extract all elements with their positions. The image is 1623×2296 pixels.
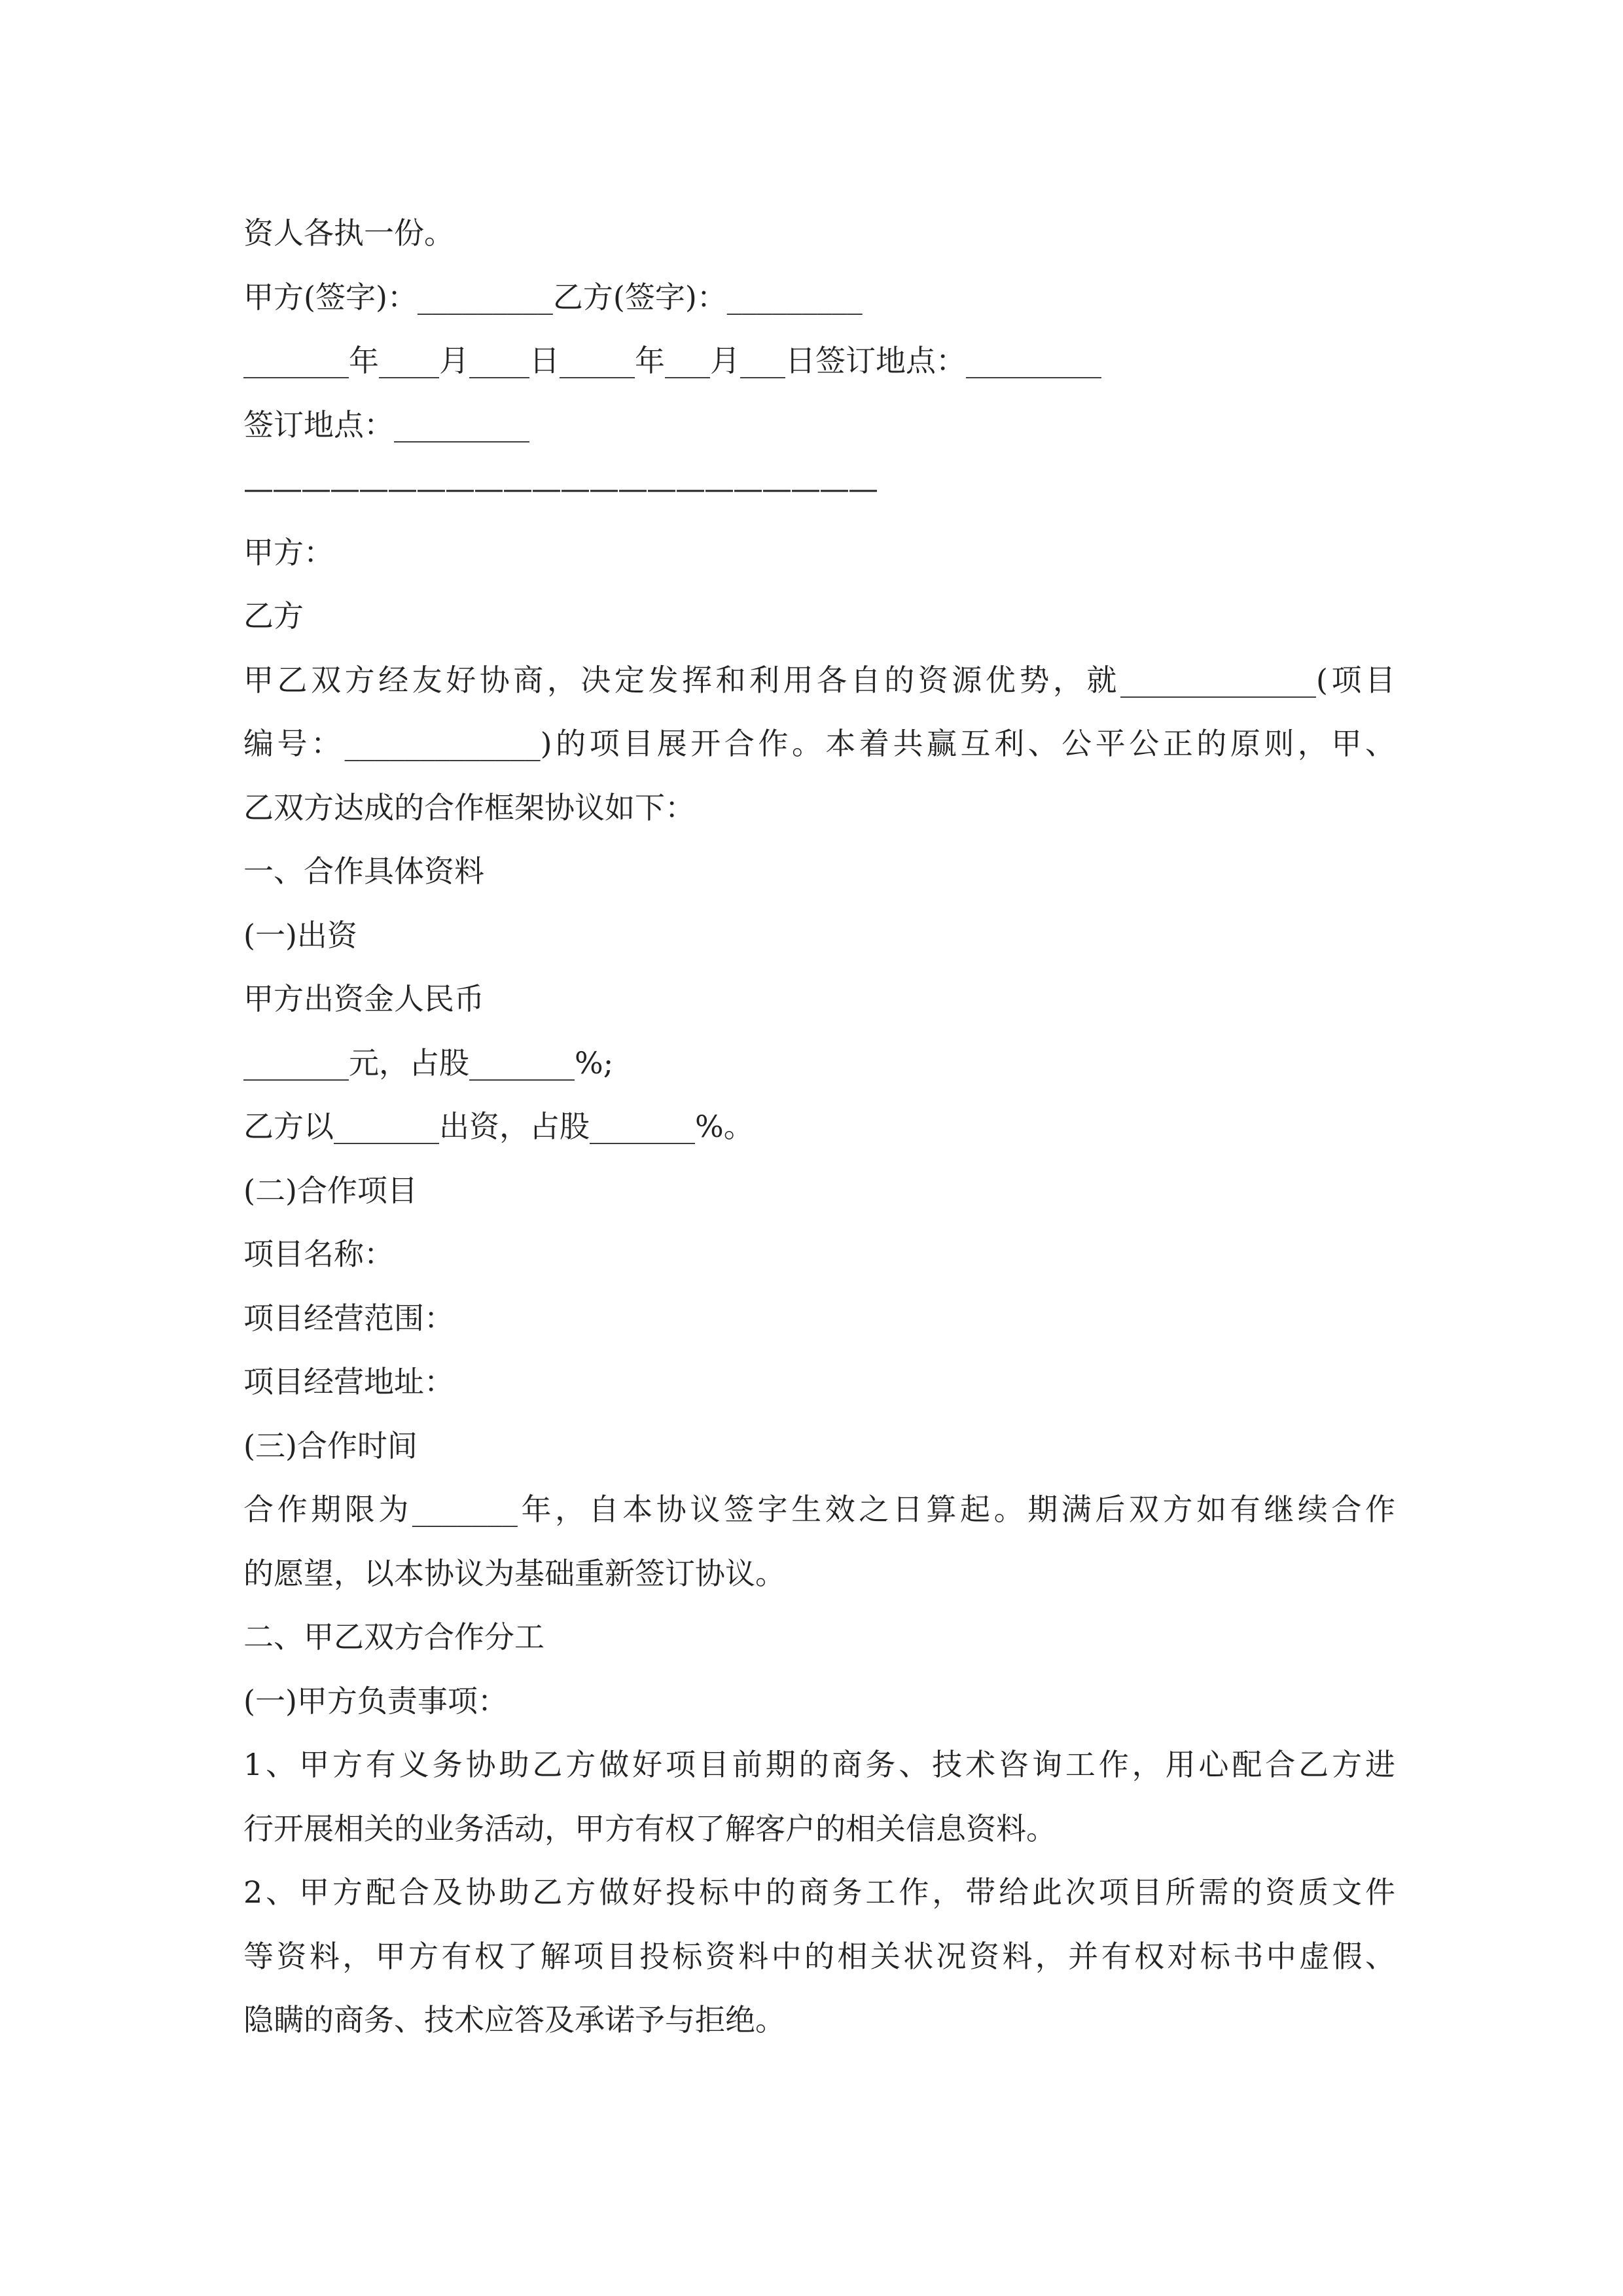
- paragraph-line: 甲乙双方经友好协商，决定发挥和利用各自的资源优势，就_____________(项目: [243, 662, 1395, 698]
- text-line: 甲方出资金人民币: [243, 981, 484, 1016]
- paragraph-line: 的愿望，以本协议为基础重新签订协议。: [243, 1555, 785, 1591]
- field-label: 项目经营范围：: [243, 1300, 454, 1336]
- separator-rule: ——————————————————————: [243, 471, 877, 506]
- paragraph-line: 乙双方达成的合作框架协议如下：: [243, 789, 695, 825]
- paragraph-line: 1、甲方有义务协助乙方做好项目前期的商务、技术咨询工作，用心配合乙方进: [243, 1747, 1395, 1782]
- paragraph-line: 隐瞒的商务、技术应答及承诺予与拒绝。: [243, 2002, 785, 2037]
- signing-place-line: 签订地点：_________: [243, 406, 529, 442]
- paragraph-line: 合作期限为_______年，自本协议签字生效之日算起。期满后双方如有继续合作: [243, 1492, 1395, 1527]
- text-line: 乙方以_______出资，占股_______%。: [243, 1109, 754, 1144]
- paragraph-line: 编号：_____________)的项目展开合作。本着共赢互利、公平公正的原则，甲、: [243, 726, 1395, 761]
- subsection-heading: (二)合作项目: [243, 1172, 418, 1208]
- signature-line: 甲方(签字)：_________乙方(签字)：_________: [243, 279, 863, 315]
- subsection-heading: (一)甲方负责事项：: [243, 1683, 508, 1719]
- party-b-label: 乙方: [243, 598, 304, 634]
- paragraph-line: 2、甲方配合及协助乙方做好投标中的商务工作，带给此次项目所需的资质文件: [243, 1874, 1395, 1910]
- subsection-heading: (三)合作时间: [243, 1427, 418, 1463]
- party-a-label: 甲方：: [243, 534, 334, 570]
- field-label: 项目名称：: [243, 1236, 394, 1272]
- text-line: 资人各执一份。: [243, 215, 454, 251]
- date-place-line: _______年____月____日_____年___月___日签订地点：_________: [243, 343, 1101, 378]
- section-heading: 二、甲乙双方合作分工: [243, 1619, 544, 1655]
- section-heading: 一、合作具体资料: [243, 853, 484, 889]
- document-body: [243, 202, 1395, 2053]
- paragraph-line: 行开展相关的业务活动，甲方有权了解客户的相关信息资料。: [243, 1810, 1056, 1846]
- field-label: 项目经营地址：: [243, 1364, 454, 1399]
- subsection-heading: (一)出资: [243, 917, 357, 953]
- paragraph-line: 等资料，甲方有权了解项目投标资料中的相关状况资料，并有权对标书中虚假、: [243, 1938, 1395, 1974]
- text-line: _______元，占股_______%;: [243, 1045, 614, 1081]
